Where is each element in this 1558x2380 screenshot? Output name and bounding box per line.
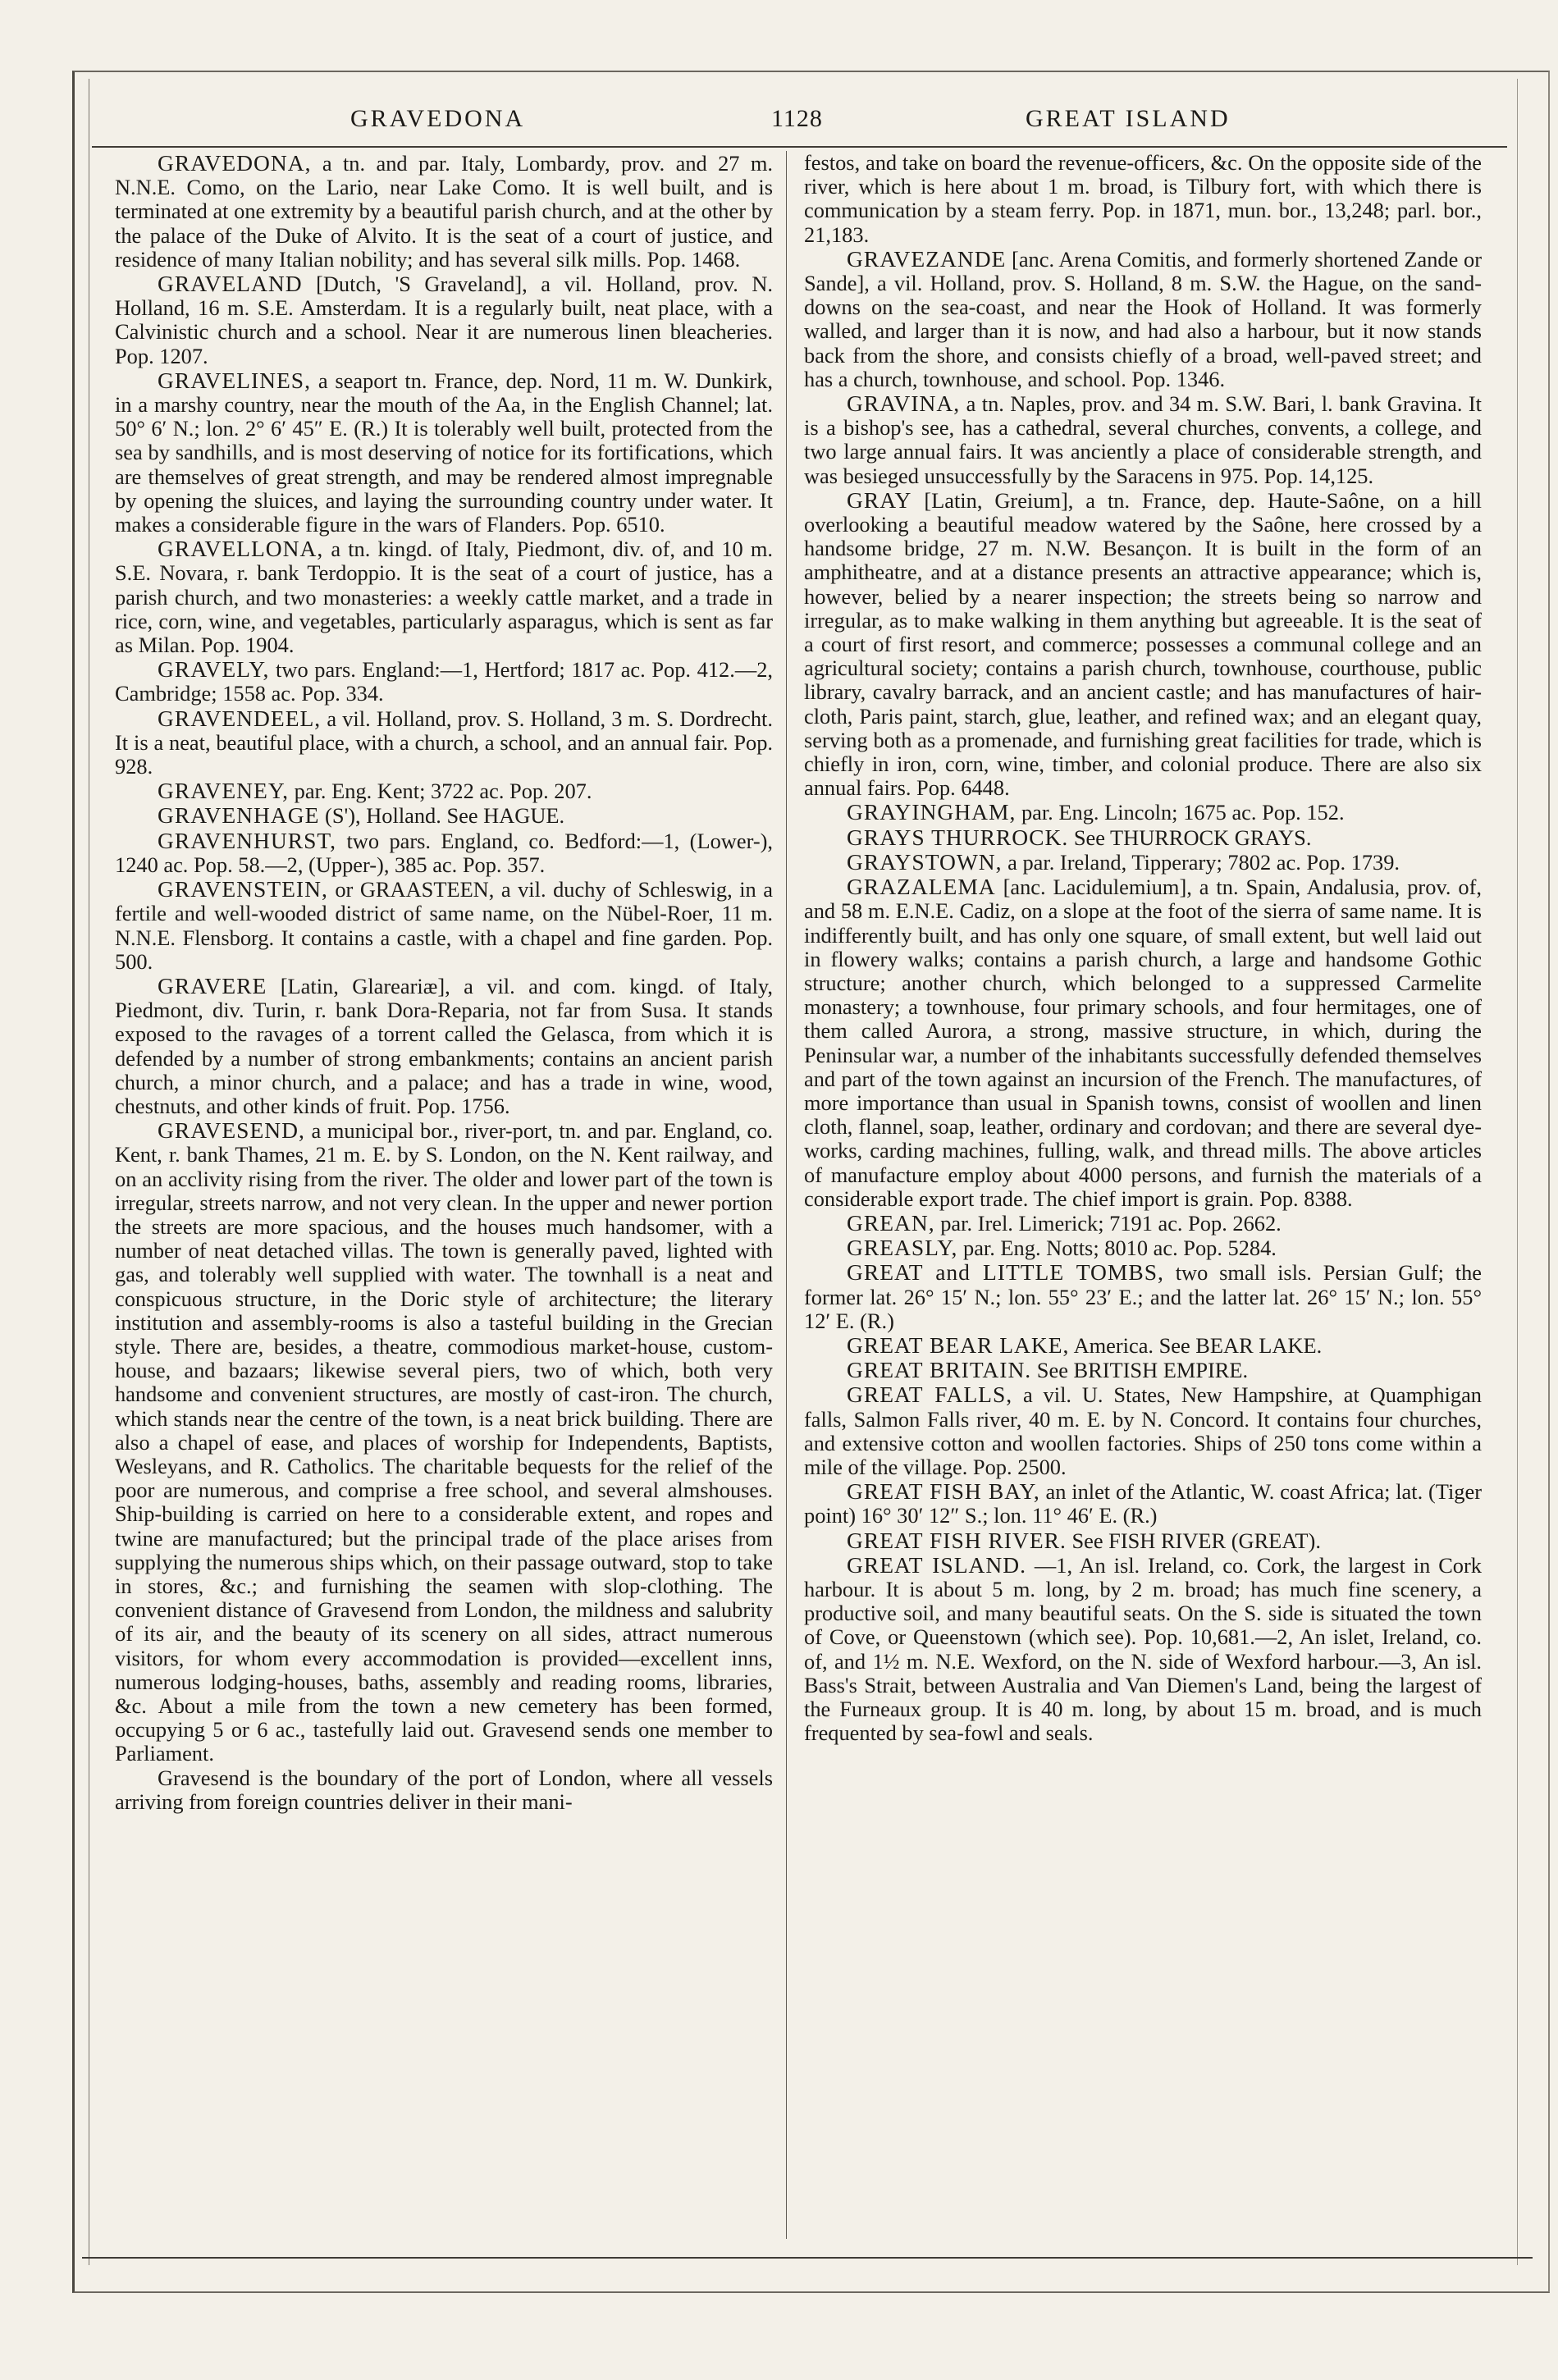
entry-headword: GRAZALEMA — [847, 874, 996, 900]
entry-text: a vil. U. States, New Hampshire, at Quamphigan falls, Salmon Falls river, 40 m. E. by N. Concord. It contains four churches, and extensive cotton and woollen factories. Ships of 250 tons come within a mile of the village. Pop. 2500. — [804, 1382, 1482, 1479]
entry-text: (S'), Holland. See HAGUE. — [325, 803, 565, 829]
entry-headword: GRAYSTOWN, — [847, 848, 1003, 875]
gazetteer-entry — [804, 875, 1482, 1211]
entry-headword: GRAVENHAGE — [158, 802, 320, 829]
gazetteer-entry — [804, 1236, 1482, 1260]
entry-headword: GREAT BRITAIN. — [847, 1357, 1032, 1383]
page-number: 1128 — [771, 105, 823, 132]
entry-headword: GRAVELINES, — [158, 367, 311, 393]
entry-text: Gravesend is the boundary of the port of London, where all vessels arriving from foreign countries deliver in their mani- — [115, 1765, 773, 1814]
entry-text: [anc. Arena Comitis, and formerly shortened Zande or Sande], a vil. Holland, prov. S. Holland, 8 m. S.W. the Hague, on the sand-downs on the sea-coast, and near the Hook of Holland. It was formerly walled, and larger than it is now, and had also a harbour, but it now stands back from the shore, and consists chiefly of a broad, well-paved street; and has a church, townhouse, and school. Pop. 1346. — [804, 246, 1482, 391]
gazetteer-entry — [804, 1382, 1482, 1479]
entry-text: par. Eng. Kent; 3722 ac. Pop. 207. — [294, 779, 592, 804]
footer-rule — [82, 2257, 1533, 2259]
entry-headword: GREAT FISH RIVER. — [847, 1527, 1067, 1553]
entry-headword: GREAT FALLS, — [847, 1382, 1013, 1408]
entry-headword: GRAVENEY, — [158, 778, 290, 804]
gazetteer-entry — [115, 151, 773, 272]
gazetteer-entry — [115, 537, 773, 657]
entry-text: festos, and take on board the revenue-officers, &c. On the opposite side of the river, which is here about 1 m. broad, is Tilbury fort, with which there is communication by a steam ferry. Pop. in 1871, mun. bor., 13,248; parl. bor., 21,183. — [804, 150, 1482, 247]
header-right-guide-word: GREAT ISLAND — [1026, 105, 1231, 132]
gazetteer-entry — [804, 1260, 1482, 1333]
gazetteer-entry — [804, 1528, 1482, 1553]
entry-headword: GRAVELLONA, — [158, 536, 324, 562]
right-column — [804, 151, 1482, 1745]
gazetteer-entry — [804, 488, 1482, 801]
left-column — [115, 151, 773, 1814]
gazetteer-entry — [804, 247, 1482, 391]
entry-headword: GREASLY, — [847, 1235, 958, 1261]
gazetteer-entry — [115, 657, 773, 706]
gazetteer-entry — [115, 974, 773, 1118]
entry-text: a seaport tn. France, dep. Nord, 11 m. W. Dunkirk, in a marshy country, near the mouth of the Aa, in the English Channel; lat. 50° 6′ N.; lon. 2° 6′ 45″ E. (R.) It is tolerably well built, protected from the sea by sandhills, and is most deserving of notice for its fortifications, which are themselves of great strength, and may be rendered almost impregnable by opening the sluices, and laying the surrounding country under water. It makes a considerable figure in the wars of Flanders. Pop. 6510. — [115, 368, 773, 537]
header-left-guide-word: GRAVEDONA — [350, 105, 526, 132]
entry-text: two pars. England:—1, Hertford; 1817 ac. Pop. 412.—2, Cambridge; 1558 ac. Pop. 334. — [115, 657, 773, 706]
gazetteer-entry — [804, 151, 1482, 247]
entry-headword: GRAVELY, — [158, 656, 270, 683]
gazetteer-entry — [115, 272, 773, 368]
entry-headword: GRAVELAND — [158, 271, 303, 297]
entry-headword: GRAVENDEEL, — [158, 705, 322, 731]
entry-text: par. Irel. Limerick; 7191 ac. Pop. 2662. — [940, 1210, 1282, 1236]
gazetteer-entry — [115, 829, 773, 877]
entry-headword: GREAT and LITTLE TOMBS, — [847, 1259, 1164, 1286]
entry-text: par. Eng. Lincoln; 1675 ac. Pop. 152. — [1021, 800, 1345, 825]
header-rule — [92, 146, 1507, 148]
entry-headword: GRAYINGHAM, — [847, 799, 1017, 825]
entry-headword: GRAVERE — [158, 972, 267, 998]
entry-headword: GRAYS THURROCK. — [847, 824, 1069, 850]
entry-headword: GRAVENHURST, — [158, 827, 337, 853]
entry-text: or GRAASTEEN, a vil. duchy of Schleswig, in a fertile and well-wooded district of same name, on the Nübel-Roer, 11 m. N.N.E. Flensborg. It contains a castle, with a chapel and fine garden. Pop. 500. — [115, 877, 773, 974]
entry-text: an inlet of the Atlantic, W. coast Africa; lat. (Tiger point) 16° 30′ 12″ S.; lon. 11° 46′ E. (R.) — [804, 1479, 1482, 1528]
gazetteer-entry — [115, 1118, 773, 1766]
gazetteer-entry — [115, 779, 773, 803]
entry-text: [anc. Lacidulemium], a tn. Spain, Andalusia, prov. of, and 58 m. E.N.E. Cadiz, on a slope at the foot of the sierra of same name. It is indifferently built, and has only one square, of small extent, but well laid out in flowery walks; contains a parish church, a large and handsome Gothic structure; another church, which belonged to a suppressed Carmelite monastery; a townhouse, four primary schools, and four hermitages, one of them called Aurora, a strong, massive structure, in which, during the Peninsular war, a number of the inhabitants successfully defended themselves and part of the town against an incursion of the French. The manufactures, of more importance than usual in Spanish towns, consist of woollen and linen cloth, flannel, soap, leather, ordinary and cordovan; and there are several dye-works, carding machines, fulling, walk, and thread mills. The above articles of manufacture employ about 4000 persons, and furnish the materials of a considerable export trade. The chief import is grain. Pop. 8388. — [804, 875, 1482, 1211]
entry-headword: GREAT FISH BAY, — [847, 1478, 1040, 1505]
entry-text: See THURROCK GRAYS. — [1073, 825, 1312, 850]
gazetteer-entry — [804, 800, 1482, 825]
entry-text: par. Eng. Notts; 8010 ac. Pop. 5284. — [963, 1236, 1277, 1261]
gazetteer-entry — [804, 1553, 1482, 1746]
entry-text: America. See BEAR LAKE. — [1073, 1332, 1323, 1358]
column-divider — [786, 151, 787, 2239]
gazetteer-entry — [115, 877, 773, 974]
gazetteer-entry — [804, 391, 1482, 488]
entry-text: a tn. Naples, prov. and 34 m. S.W. Bari, l. bank Gravina. It is a bishop's see, has a cathedral, several churches, convents, a college, and two large annual fairs. It was anciently a place of considerable strength, and was besieged unsuccessfully by the Saracens in 975. Pop. 14,125. — [804, 391, 1482, 488]
gazetteer-entry — [115, 1766, 773, 1814]
entry-text: a municipal bor., river-port, tn. and par. England, co. Kent, r. bank Thames, 21 m. E. by S. London, on the N. Kent railway, and on an acclivity rising from the river. The older and lower part of the town is irregular, streets narrow, and not very clean. In the upper and newer portion the streets are more spacious, and the houses much handsomer, with a number of neat detached villas. The town is generally paved, lighted with gas, and tolerably well supplied with water. The townhall is a neat and conspicuous structure, in the Doric style of architecture; the literary institution and assembly-rooms is also a tasteful building in the Grecian style. There are, besides, a theatre, commodious market-house, custom-house, and bazaars; likewise several piers, two of which, both very handsome and convenient structures, are mostly of cast-iron. The church, which stands near the centre of the town, is a neat brick building. There are also a chapel of ease, and places of worship for Independents, Baptists, Wesleyans, and R. Catholics. The charitable bequests for the relief of the poor are numerous, and comprise a free school, and several almshouses. Ship-building is carried on here to a considerable extent, and ropes and twine are manufactured; but the principal trade of the place arises from supplying the numerous ships which, on their passage outward, stop to take in stores, &c.; and furnishing the seamen with slop-clothing. The convenient distance of Gravesend from London, the mildness and salubrity of its air, and the beauty of its scenery on all sides, attract numerous visitors, for whom every accommodation is provided—excellent inns, numerous lodging-houses, baths, assembly and reading rooms, libraries, &c. About a mile from the town a new cemetery has been formed, occupying 5 or 6 ac., tastefully laid out. Gravesend sends one member to Parliament. — [115, 1118, 773, 1766]
entry-headword: GRAY — [847, 487, 912, 513]
entry-text: two pars. England, co. Bedford:—1, (Lower-), 1240 ac. Pop. 58.—2, (Upper-), 385 ac. Pop. 357. — [115, 828, 773, 877]
entry-headword: GRAVESEND, — [158, 1117, 305, 1144]
gazetteer-entry — [115, 368, 773, 537]
entry-text: [Latin, Greium], a tn. France, dep. Haute-Saône, on a hill overlooking a beautiful meadow watered by the Saône, here crossed by a handsome bridge, 27 m. N.W. Besançon. It is built in the form of an amphitheatre, and at a distance presents an attractive appearance; which is, however, belied by a nearer inspection; the streets being so narrow and irregular, as to make walking in them anything but agreeable. It is the seat of a court of first resort, and commerce; possesses a communal college and an agricultural society; contains a parish church, townhouse, courthouse, public library, cavalry barrack, and an ancient castle; and has manufactures of hair-cloth, Paris paint, starch, glue, leather, and refined wax; and an elegant quay, serving both as a promenade, and furnishing great facilities for trade, which is chiefly in iron, corn, wine, timber, and colonial produce. There are also six annual fairs. Pop. 6448. — [804, 487, 1482, 801]
entry-headword: GREAT BEAR LAKE, — [847, 1332, 1070, 1358]
gazetteer-entry — [804, 825, 1482, 850]
entry-text: two small isls. Persian Gulf; the former lat. 26° 15′ N.; lon. 55° 23′ E.; and the latter lat. 26° 15′ N.; lon. 55° 12′ E. (R.) — [804, 1260, 1482, 1333]
gazetteer-entry — [804, 850, 1482, 875]
entry-text: See BRITISH EMPIRE. — [1036, 1358, 1249, 1383]
gazetteer-entry — [804, 1358, 1482, 1382]
entry-headword: GRAVEDONA, — [158, 150, 312, 176]
entry-text: —1, An isl. Ireland, co. Cork, the largest in Cork harbour. It is about 5 m. long, by 2 m. broad; has much fine scenery, a productive soil, and many beautiful seats. On the S. side is situated the town of Cove, or Queenstown (which see). Pop. 10,681.—2, An islet, Ireland, co. of, and 1½ m. N.E. Wexford, on the N. side of Wexford harbour.—3, An isl. Bass's Strait, between Australia and Van Diemen's Land, being the largest of the Furneaux group. It is 40 m. long, by about 15 m. broad, and is much frequented by sea-fowl and seals. — [804, 1552, 1482, 1746]
gazetteer-entry — [804, 1479, 1482, 1528]
entry-headword: GREAN, — [847, 1209, 935, 1236]
entry-text: a vil. Holland, prov. S. Holland, 3 m. S. Dordrecht. It is a neat, beautiful place, with a church, a school, and an annual fair. Pop. 928. — [115, 706, 773, 779]
entry-headword: GRAVEZANDE — [847, 245, 1007, 272]
entry-headword: GRAVENSTEIN, — [158, 876, 328, 902]
entry-text: See FISH RIVER (GREAT). — [1071, 1528, 1321, 1553]
entry-text: [Dutch, 'S Graveland], a vil. Holland, prov. N. Holland, 16 m. S.E. Amsterdam. It is a regularly built, neat place, with a Calvinistic church and a school. Near it are numerous linen bleacheries. Pop. 1207. — [115, 272, 773, 368]
running-header — [164, 97, 1272, 143]
gazetteer-entry — [804, 1211, 1482, 1236]
entry-text: a tn. kingd. of Italy, Piedmont, div. of, and 10 m. S.E. Novara, r. bank Terdoppio. It is the seat of a court of justice, has a parish church, and two monasteries: a weekly cattle market, and a trade in rice, corn, wine, and vegetables, particularly asparagus, which is sent as far as Milan. Pop. 1904. — [115, 537, 774, 658]
entry-text: a tn. and par. Italy, Lombardy, prov. and 27 m. N.N.E. Como, on the Lario, near Lake Como. It is well built, and is terminated at one extremity by a beautiful parish church, and at the other by the palace of the Duke of Alvito. It is the seat of a court of justice, and residence of many Italian nobility; and has several silk mills. Pop. 1468. — [115, 151, 773, 272]
entry-text: a par. Ireland, Tipperary; 7802 ac. Pop. 1739. — [1007, 849, 1400, 875]
gazetteer-entry — [115, 706, 773, 779]
gazetteer-entry — [804, 1333, 1482, 1358]
entry-headword: GRAVINA, — [847, 391, 961, 417]
entry-text: [Latin, Glareariæ], a vil. and com. kingd. of Italy, Piedmont, div. Turin, r. bank Dora-Reparia, not far from Susa. It stands exposed to the ravages of a torrent called the Gelasca, from which it is defended by a number of strong embankments; contains an ancient parish church, a minor church, and a palace; and has a trade in wine, wood, chestnuts, and other kinds of fruit. Pop. 1756. — [115, 973, 773, 1118]
entry-headword: GREAT ISLAND. — [847, 1551, 1026, 1578]
gazetteer-entry — [115, 803, 773, 828]
